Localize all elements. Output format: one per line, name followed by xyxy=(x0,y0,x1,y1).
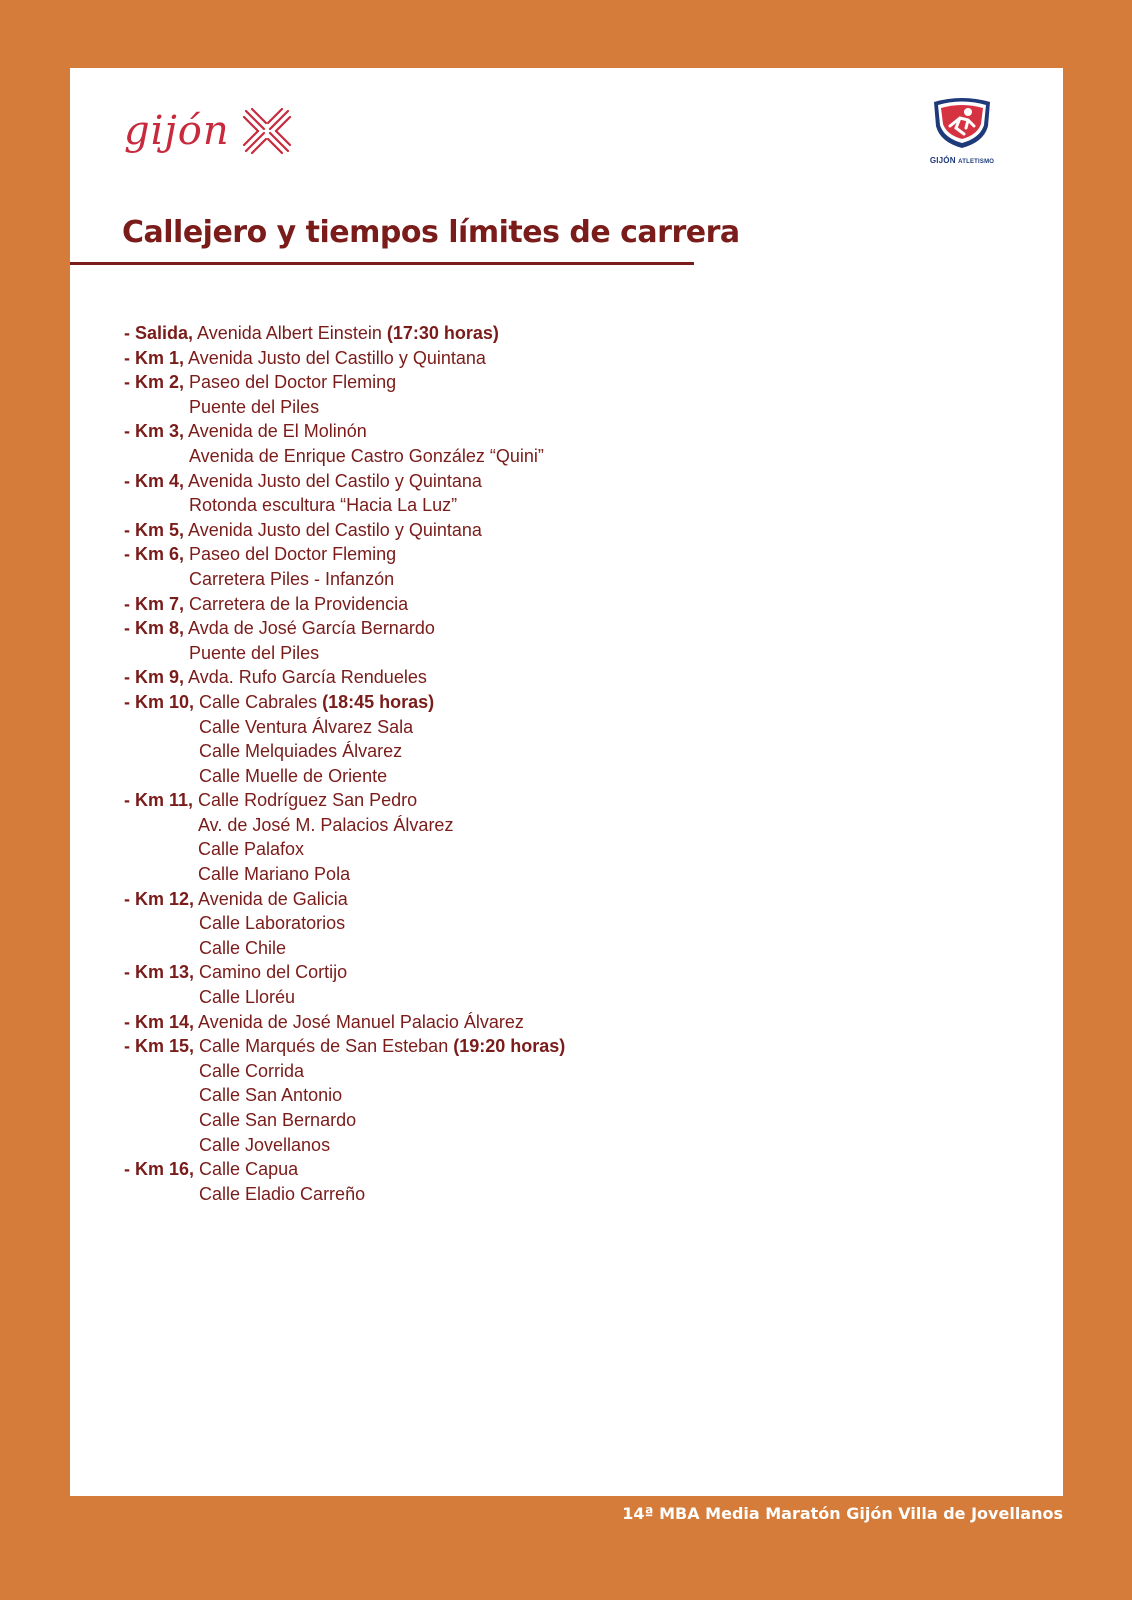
street-continuation: Calle Palafox xyxy=(198,839,305,860)
street-name: Paseo del Doctor Fleming xyxy=(189,372,397,393)
route-entry xyxy=(124,1157,565,1206)
street-name: Avenida de El Molinón xyxy=(188,421,367,442)
km-label: - Km 1, xyxy=(124,347,185,368)
gijon-logo-text: gijón xyxy=(124,108,230,154)
route-line xyxy=(124,1034,565,1059)
street-continuation: Calle San Antonio xyxy=(199,1085,343,1106)
club-logo-subtext: ATLETISMO xyxy=(958,159,995,165)
route-line xyxy=(124,518,565,543)
route-line xyxy=(124,419,565,444)
document-page xyxy=(70,68,1063,1496)
route-entry xyxy=(124,1034,565,1157)
km-label: - Km 5, xyxy=(124,519,185,540)
street-continuation: Rotonda escultura “Hacia La Luz” xyxy=(189,495,458,516)
route-entry xyxy=(124,370,565,419)
street-continuation: Calle Jovellanos xyxy=(199,1134,331,1155)
km-label: - Km 14, xyxy=(124,1011,195,1032)
street-continuation: Calle Chile xyxy=(199,937,287,958)
route-entry xyxy=(124,518,565,543)
route-line xyxy=(124,616,565,641)
km-label: - Km 16, xyxy=(124,1159,195,1180)
km-label: - Km 2, xyxy=(124,372,185,393)
gijon-star-icon xyxy=(242,107,292,155)
footer-event-name: 14ª MBA Media Maratón Gijón Villa de Jovellanos xyxy=(622,1504,1063,1523)
route-list xyxy=(124,321,565,1206)
gijon-logo xyxy=(124,106,292,156)
km-label: - Km 10, xyxy=(124,691,195,712)
street-name: Calle Capua xyxy=(199,1159,299,1180)
km-label: - Km 6, xyxy=(124,544,185,565)
route-entry xyxy=(124,469,565,518)
street-name: Avda de José García Bernardo xyxy=(188,618,435,639)
street-name: Avenida Justo del Castilo y Quintana xyxy=(188,519,482,540)
street-name: Avenida Albert Einstein xyxy=(197,323,382,343)
km-label: - Km 7, xyxy=(124,593,185,614)
km-label: - Km 3, xyxy=(124,421,185,442)
street-name: Calle Marqués de San Esteban xyxy=(199,1036,449,1057)
route-entry xyxy=(124,346,565,371)
gijon-atletismo-logo xyxy=(912,96,1012,165)
km-label: - Km 13, xyxy=(124,962,195,983)
route-line xyxy=(124,665,565,690)
route-entry xyxy=(124,788,565,886)
km-label: - Km 12, xyxy=(124,888,195,909)
time-limit: (18:45 horas) xyxy=(322,691,435,712)
street-name: Avenida Justo del Castilo y Quintana xyxy=(188,470,482,491)
km-label: - Km 9, xyxy=(124,667,185,688)
km-label: - Km 8, xyxy=(124,618,185,639)
km-label: - Km 11, xyxy=(124,790,194,811)
route-entry xyxy=(124,665,565,690)
route-line xyxy=(124,469,565,494)
route-line xyxy=(124,1010,565,1035)
street-continuation: Calle Corrida xyxy=(199,1060,305,1081)
street-continuation: Calle Mariano Pola xyxy=(198,864,351,885)
street-continuation: Puente del Piles xyxy=(189,642,320,663)
route-line xyxy=(124,690,565,715)
street-name: Avda. Rufo García Rendueles xyxy=(188,667,427,688)
route-line xyxy=(124,542,565,567)
street-name: Calle Cabrales xyxy=(199,691,318,712)
route-line xyxy=(124,1157,565,1182)
street-name: Calle Rodríguez San Pedro xyxy=(198,790,418,811)
street-continuation: Calle San Bernardo xyxy=(199,1110,357,1130)
street-name: Paseo del Doctor Fleming xyxy=(189,544,397,565)
route-line xyxy=(124,592,565,617)
route-entry xyxy=(124,887,565,961)
street-name: Avenida de José Manuel Palacio Álvarez xyxy=(198,1011,524,1032)
street-continuation: Calle Melquiades Álvarez xyxy=(199,741,403,762)
title-underline xyxy=(70,262,694,265)
street-continuation: Calle Lloréu xyxy=(199,987,296,1008)
route-line xyxy=(124,321,565,346)
route-entry xyxy=(124,616,565,665)
route-entry xyxy=(124,321,565,346)
route-entry xyxy=(124,690,565,788)
km-label: - Km 15, xyxy=(124,1036,195,1057)
route-line xyxy=(124,346,565,371)
route-entry xyxy=(124,1010,565,1035)
route-entry xyxy=(124,592,565,617)
route-line xyxy=(124,887,565,912)
street-continuation: Calle Muelle de Oriente xyxy=(199,765,388,786)
street-name: Avenida Justo del Castillo y Quintana xyxy=(188,347,486,368)
page-title: Callejero y tiempos límites de carrera xyxy=(122,215,740,250)
km-label: - Km 4, xyxy=(124,470,185,491)
street-continuation: Calle Laboratorios xyxy=(199,913,346,934)
route-line xyxy=(124,960,565,985)
route-entry xyxy=(124,542,565,591)
route-entry xyxy=(124,960,565,1009)
route-line xyxy=(124,370,565,395)
street-continuation: Puente del Piles xyxy=(189,396,320,417)
street-continuation: Av. de José M. Palacios Álvarez xyxy=(198,814,454,835)
route-line xyxy=(124,788,565,813)
street-continuation: Calle Eladio Carreño xyxy=(199,1183,366,1204)
time-limit: (17:30 horas) xyxy=(386,323,499,343)
street-name: Carretera de la Providencia xyxy=(189,593,409,614)
street-continuation: Avenida de Enrique Castro González “Quini” xyxy=(189,445,544,466)
club-logo-text: GIJÓN xyxy=(929,156,956,165)
street-name: Camino del Cortijo xyxy=(199,962,348,983)
time-limit: (19:20 horas) xyxy=(453,1036,566,1057)
route-entry xyxy=(124,419,565,468)
street-continuation: Calle Ventura Álvarez Sala xyxy=(199,716,414,737)
km-label: - Salida, xyxy=(124,323,194,343)
runner-shield-icon xyxy=(928,96,996,150)
street-name: Avenida de Galicia xyxy=(198,888,348,909)
street-continuation: Carretera Piles - Infanzón xyxy=(189,568,395,589)
